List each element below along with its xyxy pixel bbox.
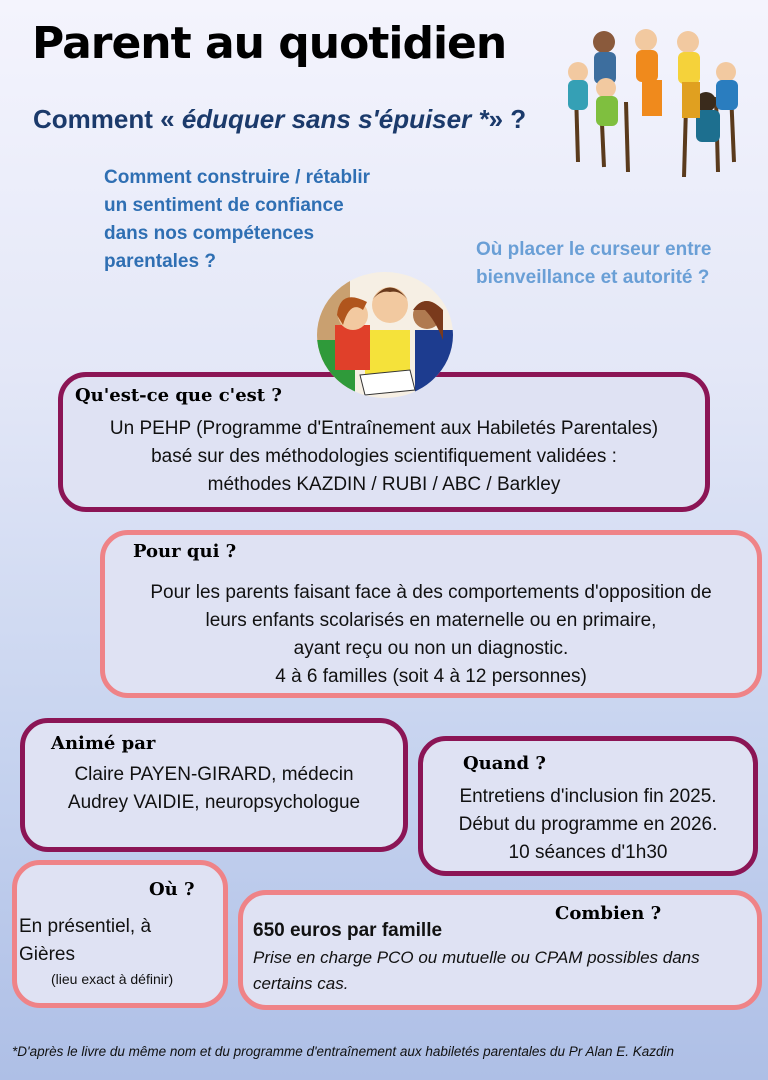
parents-group-illustration <box>556 22 756 182</box>
hosts-text <box>25 761 403 817</box>
what-line: méthodes KAZDIN / RUBI / ABC / Barkley <box>207 474 561 495</box>
confidence-question-line: un sentiment de confiance <box>104 195 344 216</box>
who-line: leurs enfants scolarisés en maternelle ou en primaire, <box>205 610 657 631</box>
what-title: Qu'est-ce que c'est ? <box>75 385 282 406</box>
price-title: Combien ? <box>555 903 662 924</box>
hosts-line: Claire PAYEN-GIRARD, médecin <box>74 764 354 785</box>
where-box <box>12 860 228 1008</box>
who-box <box>100 530 762 698</box>
confidence-question-line: dans nos compétences <box>104 223 315 244</box>
cursor-question-line: bienveillance et autorité ? <box>476 267 710 288</box>
what-text <box>63 415 705 499</box>
who-text <box>105 579 757 691</box>
cursor-question-line: Où placer le curseur entre <box>476 239 712 260</box>
cursor-question <box>476 236 756 292</box>
hosts-line: Audrey VAIDIE, neuropsychologue <box>67 792 361 813</box>
page-title: Parent au quotidien <box>32 18 507 69</box>
confidence-question <box>104 164 414 276</box>
family-illustration <box>315 270 455 400</box>
when-text <box>423 783 753 867</box>
hosts-title: Animé par <box>51 733 156 754</box>
when-line: Début du programme en 2026. <box>458 814 718 835</box>
who-line: ayant reçu ou non un diagnostic. <box>293 638 569 659</box>
who-line: 4 à 6 familles (soit 4 à 12 personnes) <box>275 666 587 687</box>
price-amount: 650 euros par famille <box>253 920 443 941</box>
when-line: 10 séances d'1h30 <box>508 842 668 863</box>
where-title: Où ? <box>149 879 195 900</box>
subtitle-prefix: Comment « <box>33 104 182 134</box>
what-line: Un PEHP (Programme d'Entraînement aux Habiletés Parentales) <box>109 418 659 439</box>
what-line: basé sur des méthodologies scientifiquement validées : <box>151 446 617 467</box>
confidence-question-line: parentales ? <box>104 251 216 272</box>
who-title: Pour qui ? <box>133 541 237 562</box>
hosts-box <box>20 718 408 852</box>
page-subtitle <box>33 104 526 135</box>
when-line: Entretiens d'inclusion fin 2025. <box>459 786 717 807</box>
where-text <box>19 913 225 989</box>
when-box <box>418 736 758 876</box>
where-line: En présentiel, à <box>19 916 152 937</box>
subtitle-suffix: » ? <box>488 104 527 134</box>
where-note: (lieu exact à définir) <box>51 971 174 987</box>
subtitle-emphasis: éduquer sans s'épuiser * <box>181 104 489 134</box>
price-note: Prise en charge PCO ou mutuelle ou CPAM possibles dans certains cas. <box>253 948 700 993</box>
price-box <box>238 890 762 1010</box>
footnote: *D'après le livre du même nom et du programme d'entraînement aux habiletés parentales du Pr Alan E. Kazdin <box>12 1044 675 1059</box>
confidence-question-line: Comment construire / rétablir <box>104 167 371 188</box>
when-title: Quand ? <box>463 753 546 774</box>
who-line: Pour les parents faisant face à des comportements d'opposition de <box>150 582 712 603</box>
where-line: Gières <box>19 944 75 965</box>
